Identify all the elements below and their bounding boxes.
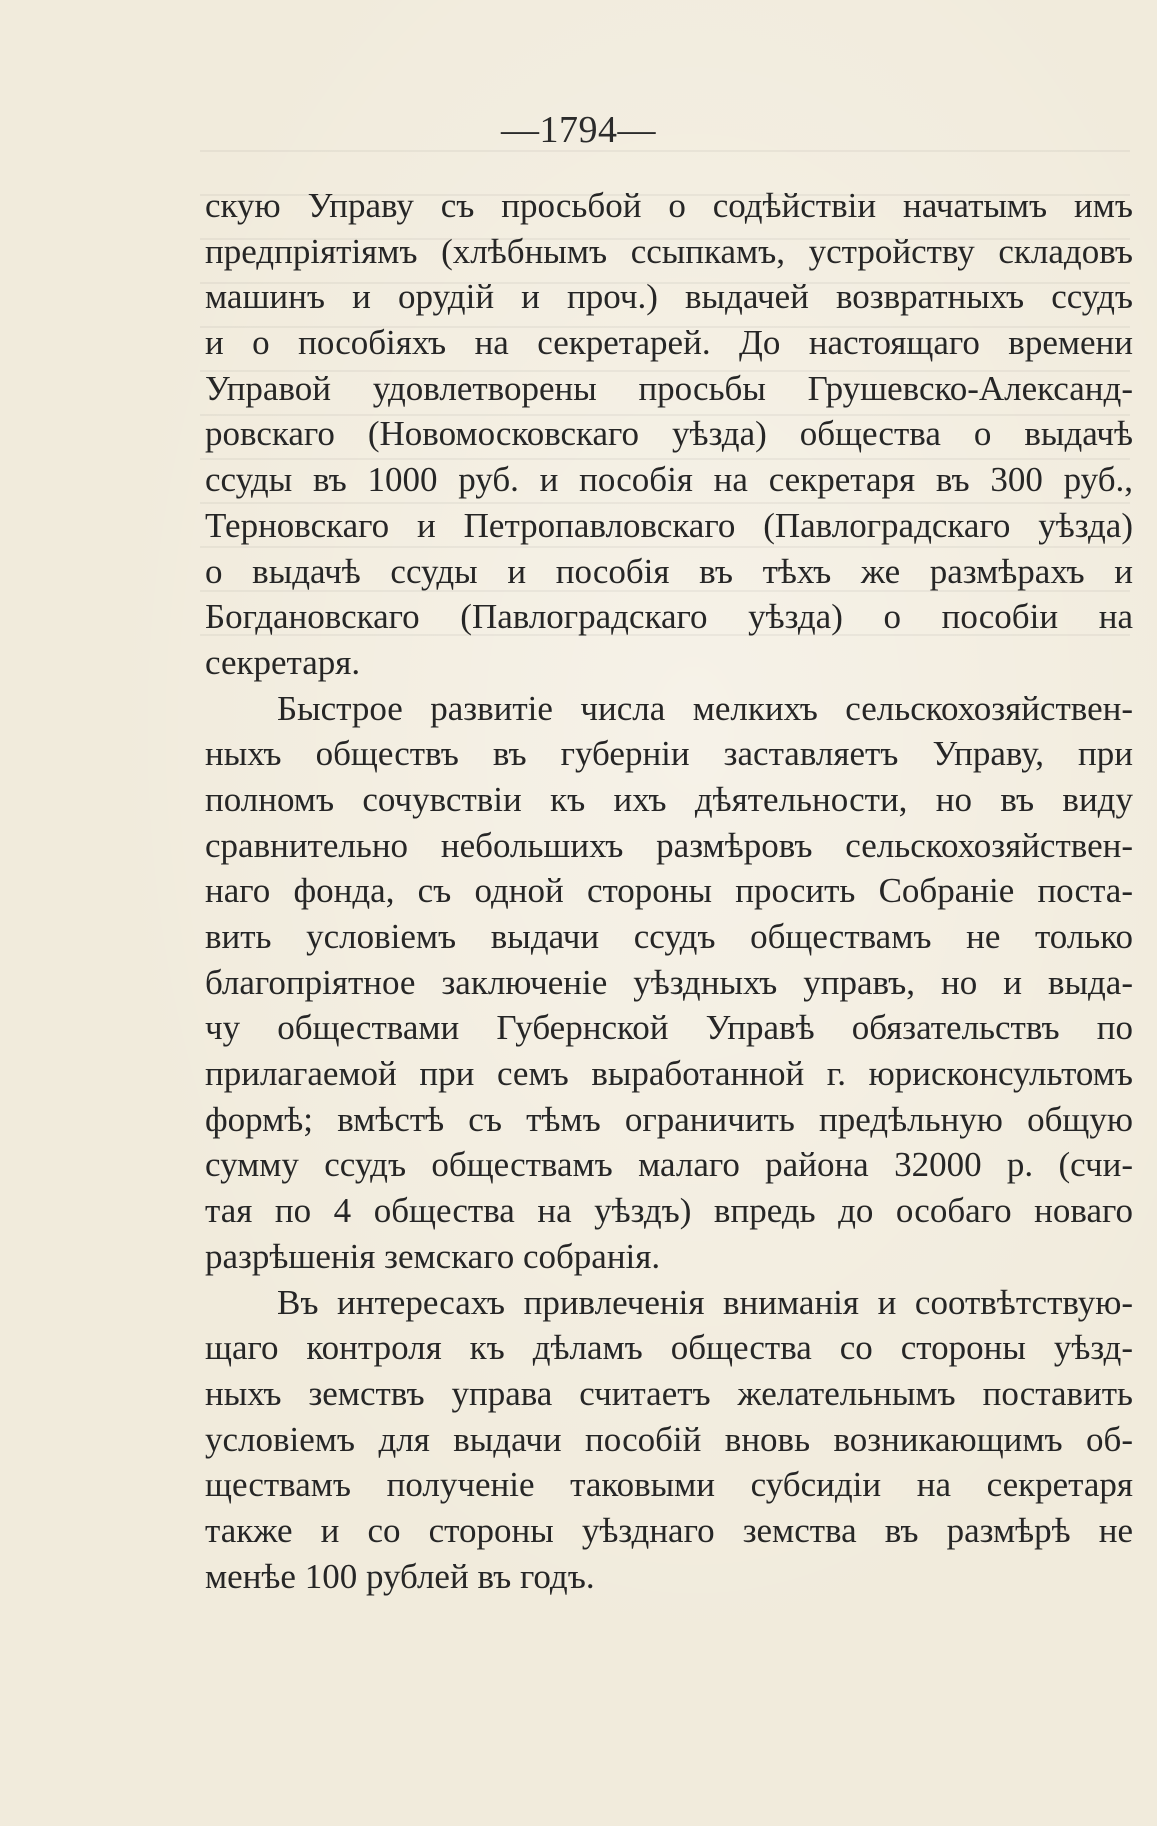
text-line: машинъ и орудій и проч.) выдачей возвратныхъ ссудъ: [205, 277, 1133, 317]
text-line: сумму ссудъ обществамъ малаго района 32000 р. (счи-: [205, 1145, 1133, 1185]
text-line: наго фонда, съ одной стороны просить Собраніе поста-: [205, 871, 1133, 911]
text-line: тая по 4 общества на уѣздъ) впредь до особаго новаго: [205, 1191, 1133, 1231]
text-line: условіемъ для выдачи пособій вновь возникающимъ об-: [205, 1419, 1133, 1459]
text-line: Терновскаго и Петропавловскаго (Павлоградскаго уѣзда): [205, 505, 1133, 545]
text-line: о выдачѣ ссуды и пособія въ тѣхъ же размѣрахъ и: [205, 551, 1133, 591]
text-line: прилагаемой при семъ выработанной г. юрисконсультомъ: [205, 1054, 1133, 1094]
text-line: ныхъ обществъ въ губерніи заставляетъ Управу, при: [205, 734, 1133, 774]
text-line: Быстрое развитіе числа мелкихъ сельскохозяйствен-: [277, 688, 1133, 728]
text-line: формѣ; вмѣстѣ съ тѣмъ ограничить предѣльную общую: [205, 1099, 1133, 1139]
text-line: сравнительно небольшихъ размѣровъ сельскохозяйствен-: [205, 825, 1133, 865]
text-line: скую Управу съ просьбой о содѣйствіи начатымъ имъ: [205, 186, 1133, 225]
text-line: чу обществами Губернской Управѣ обязательствъ по: [205, 1008, 1133, 1048]
text-line: ныхъ земствъ управа считаетъ желательнымъ поставить: [205, 1373, 1133, 1413]
body-text: [205, 183, 1133, 1599]
text-line: Въ интересахъ привлеченія вниманія и соотвѣтствую-: [277, 1282, 1133, 1322]
text-line: щаго контроля къ дѣламъ общества со стороны уѣзд-: [205, 1328, 1133, 1368]
text-line: разрѣшенія земскаго собранія.: [205, 1236, 661, 1276]
text-line: предпріятіямъ (хлѣбнымъ ссыпкамъ, устройству складовъ: [205, 231, 1133, 271]
text-line: менѣе 100 рублей въ годъ.: [205, 1556, 595, 1596]
text-line: ществамъ полученіе таковыми субсидіи на секретаря: [205, 1465, 1133, 1505]
text-line: секретаря.: [205, 642, 361, 682]
text-line: ровскаго (Новомосковскаго уѣзда) общества о выдачѣ: [205, 414, 1133, 454]
text-line: ссуды въ 1000 руб. и пособія на секретаря въ 300 руб.,: [205, 460, 1133, 500]
text-line: Управой удовлетворены просьбы Грушевско-Александ-: [205, 368, 1133, 408]
text-line: вить условіемъ выдачи ссудъ обществамъ не только: [205, 917, 1133, 956]
text-line: также и со стороны уѣзднаго земства въ размѣрѣ не: [205, 1510, 1133, 1550]
text-line: и о пособіяхъ на секретарей. До настоящаго времени: [205, 323, 1133, 363]
page-number: —1794—: [501, 109, 656, 151]
text-line: благопріятное заключеніе уѣздныхъ управъ, но и выда-: [205, 962, 1133, 1002]
text-line: полномъ сочувствіи къ ихъ дѣятельности, но въ виду: [205, 779, 1133, 819]
text-line: Богдановскаго (Павлоградскаго уѣзда) о пособіи на: [205, 597, 1133, 637]
